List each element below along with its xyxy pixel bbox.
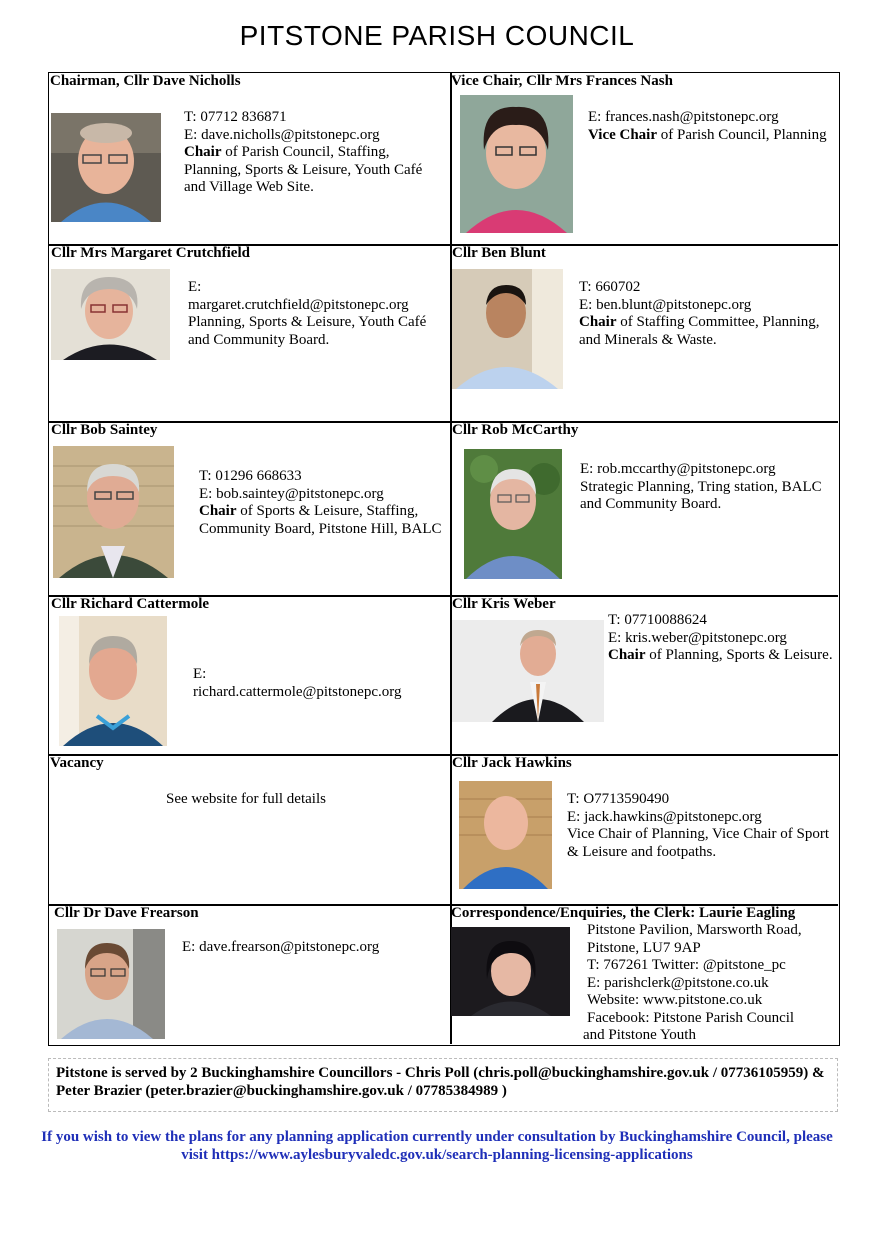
clerk-email: E: parishclerk@pitstone.co.uk bbox=[587, 974, 769, 991]
member-photo bbox=[59, 616, 167, 746]
member-heading: Cllr Kris Weber bbox=[452, 596, 556, 612]
member-roles bbox=[184, 144, 444, 197]
member-email: E: frances.nash@pitstonepc.org bbox=[588, 109, 779, 125]
member-email: E: dave.nicholls@pitstonepc.org bbox=[184, 126, 380, 143]
member-photo bbox=[452, 620, 604, 722]
role-bold: Chair bbox=[184, 144, 222, 160]
member-phone: T: 07712 836871 bbox=[184, 109, 287, 125]
member-phone: T: O7713590490 bbox=[567, 791, 670, 807]
role-text: Planning, Sports & Leisure, Youth Café and Community Board. bbox=[188, 314, 427, 348]
member-photo bbox=[459, 781, 552, 889]
role-text: of Parish Council, Staffing, Planning, Sports & Leisure, Youth Café and Village Web Site. bbox=[184, 144, 423, 195]
clerk-photo bbox=[451, 927, 570, 1016]
clerk-cell bbox=[451, 905, 839, 1044]
role-text: Strategic Planning, Tring station, BALC and Community Board. bbox=[580, 478, 822, 512]
member-email: E: bob.saintey@pitstonepc.org bbox=[199, 485, 384, 502]
member-phone: T: 07710088624 bbox=[608, 612, 707, 628]
member-email: E: jack.hawkins@pitstonepc.org bbox=[567, 808, 762, 825]
clerk-facebook-cont: and Pitstone Youth bbox=[583, 1027, 696, 1043]
clerk-address-line-1: Pitstone Pavilion, Marsworth Road, bbox=[587, 922, 802, 938]
member-details bbox=[182, 939, 447, 957]
member-photo bbox=[51, 113, 161, 222]
member-details bbox=[193, 666, 448, 701]
role-bold: Chair bbox=[199, 503, 237, 519]
member-roles bbox=[580, 479, 835, 514]
planning-application-note: If you wish to view the plans for any planning application currently under consultation by Buckinghamshire Council, please visit https://www.aylesburyvaledc.gov.uk/search-planning-licensing-applications bbox=[41, 1129, 833, 1163]
member-roles bbox=[567, 826, 835, 861]
member-cell-ben-blunt bbox=[451, 245, 839, 421]
member-photo bbox=[464, 449, 562, 579]
councillor-table bbox=[48, 72, 840, 1046]
member-cell-bob-saintey bbox=[49, 422, 450, 595]
member-email-label: E: bbox=[193, 666, 207, 682]
member-email: E: rob.mccarthy@pitstonepc.org bbox=[580, 461, 776, 477]
role-text: of Staffing Committee, Planning, and Minerals & Waste. bbox=[579, 314, 820, 348]
member-email: margaret.crutchfield@pitstonepc.org bbox=[188, 296, 409, 313]
role-bold: Chair bbox=[608, 647, 646, 663]
member-cell-dave-nicholls bbox=[49, 73, 450, 244]
member-photo bbox=[452, 269, 563, 389]
clerk-facebook: Facebook: Pitstone Parish Council bbox=[587, 1009, 795, 1026]
member-details bbox=[588, 109, 833, 144]
member-cell-jack-hawkins bbox=[451, 755, 839, 904]
member-roles bbox=[199, 503, 444, 538]
vacancy-note: See website for full details bbox=[166, 791, 326, 807]
clerk-website: Website: www.pitstone.co.uk bbox=[587, 992, 763, 1008]
member-heading: Cllr Rob McCarthy bbox=[452, 422, 579, 438]
page-title: PITSTONE PARISH COUNCIL bbox=[239, 20, 635, 51]
member-cell-margaret-crutchfield bbox=[49, 245, 450, 421]
member-phone: T: 660702 bbox=[579, 279, 641, 295]
member-heading: Vice Chair, Cllr Mrs Frances Nash bbox=[451, 73, 673, 89]
member-email-label: E: bbox=[188, 279, 202, 295]
member-roles bbox=[588, 127, 833, 145]
member-heading: Cllr Ben Blunt bbox=[452, 245, 546, 261]
role-bold: Vice Chair bbox=[588, 126, 658, 143]
member-details bbox=[580, 461, 835, 514]
member-email: richard.cattermole@pitstonepc.org bbox=[193, 683, 402, 700]
member-photo bbox=[53, 446, 174, 578]
member-email: E: ben.blunt@pitstonepc.org bbox=[579, 296, 752, 313]
member-photo bbox=[460, 95, 573, 233]
clerk-details bbox=[587, 922, 837, 1027]
county-councillors-box bbox=[48, 1058, 838, 1112]
member-heading: Cllr Bob Saintey bbox=[51, 422, 158, 438]
clerk-address-line-2: Pitstone, LU7 9AP bbox=[587, 939, 701, 956]
member-details bbox=[567, 791, 835, 861]
member-roles bbox=[608, 647, 836, 665]
role-bold: Chair bbox=[579, 314, 617, 330]
member-details bbox=[608, 612, 836, 665]
county-councillors-note: Pitstone is served by 2 Buckinghamshire Councillors - Chris Poll (chris.poll@buckinghamshire.gov.uk / 07736105959) & Peter Brazier (peter.brazier@buckinghamshire.gov.uk / 07785384989 ) bbox=[56, 1065, 825, 1099]
member-email: E: dave.frearson@pitstonepc.org bbox=[182, 939, 380, 955]
member-heading: Chairman, Cllr Dave Nicholls bbox=[50, 73, 241, 89]
member-details bbox=[184, 109, 444, 197]
role-text: of Sports & Leisure, Staffing, Community Board, Pitstone Hill, BALC bbox=[199, 503, 442, 537]
member-heading: Vacancy bbox=[50, 755, 104, 771]
member-details bbox=[579, 279, 834, 349]
clerk-heading: Correspondence/Enquiries, the Clerk: Laurie Eagling bbox=[451, 905, 796, 921]
member-roles bbox=[188, 314, 443, 349]
member-cell-rob-mccarthy bbox=[451, 422, 839, 595]
clerk-phone-twitter: T: 767261 Twitter: @pitstone_pc bbox=[587, 957, 786, 973]
member-cell-vacancy bbox=[49, 755, 450, 904]
member-phone: T: 01296 668633 bbox=[199, 468, 302, 484]
member-details bbox=[188, 279, 443, 349]
member-cell-richard-cattermole bbox=[49, 596, 450, 754]
member-photo bbox=[57, 929, 165, 1039]
member-roles bbox=[579, 314, 834, 349]
member-details bbox=[199, 468, 444, 538]
member-photo bbox=[51, 269, 170, 360]
member-email: E: kris.weber@pitstonepc.org bbox=[608, 629, 787, 646]
member-cell-dave-frearson bbox=[49, 905, 450, 1044]
member-heading: Cllr Mrs Margaret Crutchfield bbox=[51, 245, 250, 261]
role-text: of Parish Council, Planning bbox=[657, 126, 827, 143]
role-text: of Planning, Sports & Leisure. bbox=[645, 647, 833, 663]
member-heading: Cllr Dr Dave Frearson bbox=[54, 905, 199, 921]
member-heading: Cllr Richard Cattermole bbox=[51, 596, 210, 612]
member-cell-frances-nash bbox=[451, 73, 839, 244]
role-text: Vice Chair of Planning, Vice Chair of Sport & Leisure and footpaths. bbox=[567, 826, 830, 860]
member-heading: Cllr Jack Hawkins bbox=[452, 755, 572, 771]
member-cell-kris-weber bbox=[451, 596, 839, 754]
